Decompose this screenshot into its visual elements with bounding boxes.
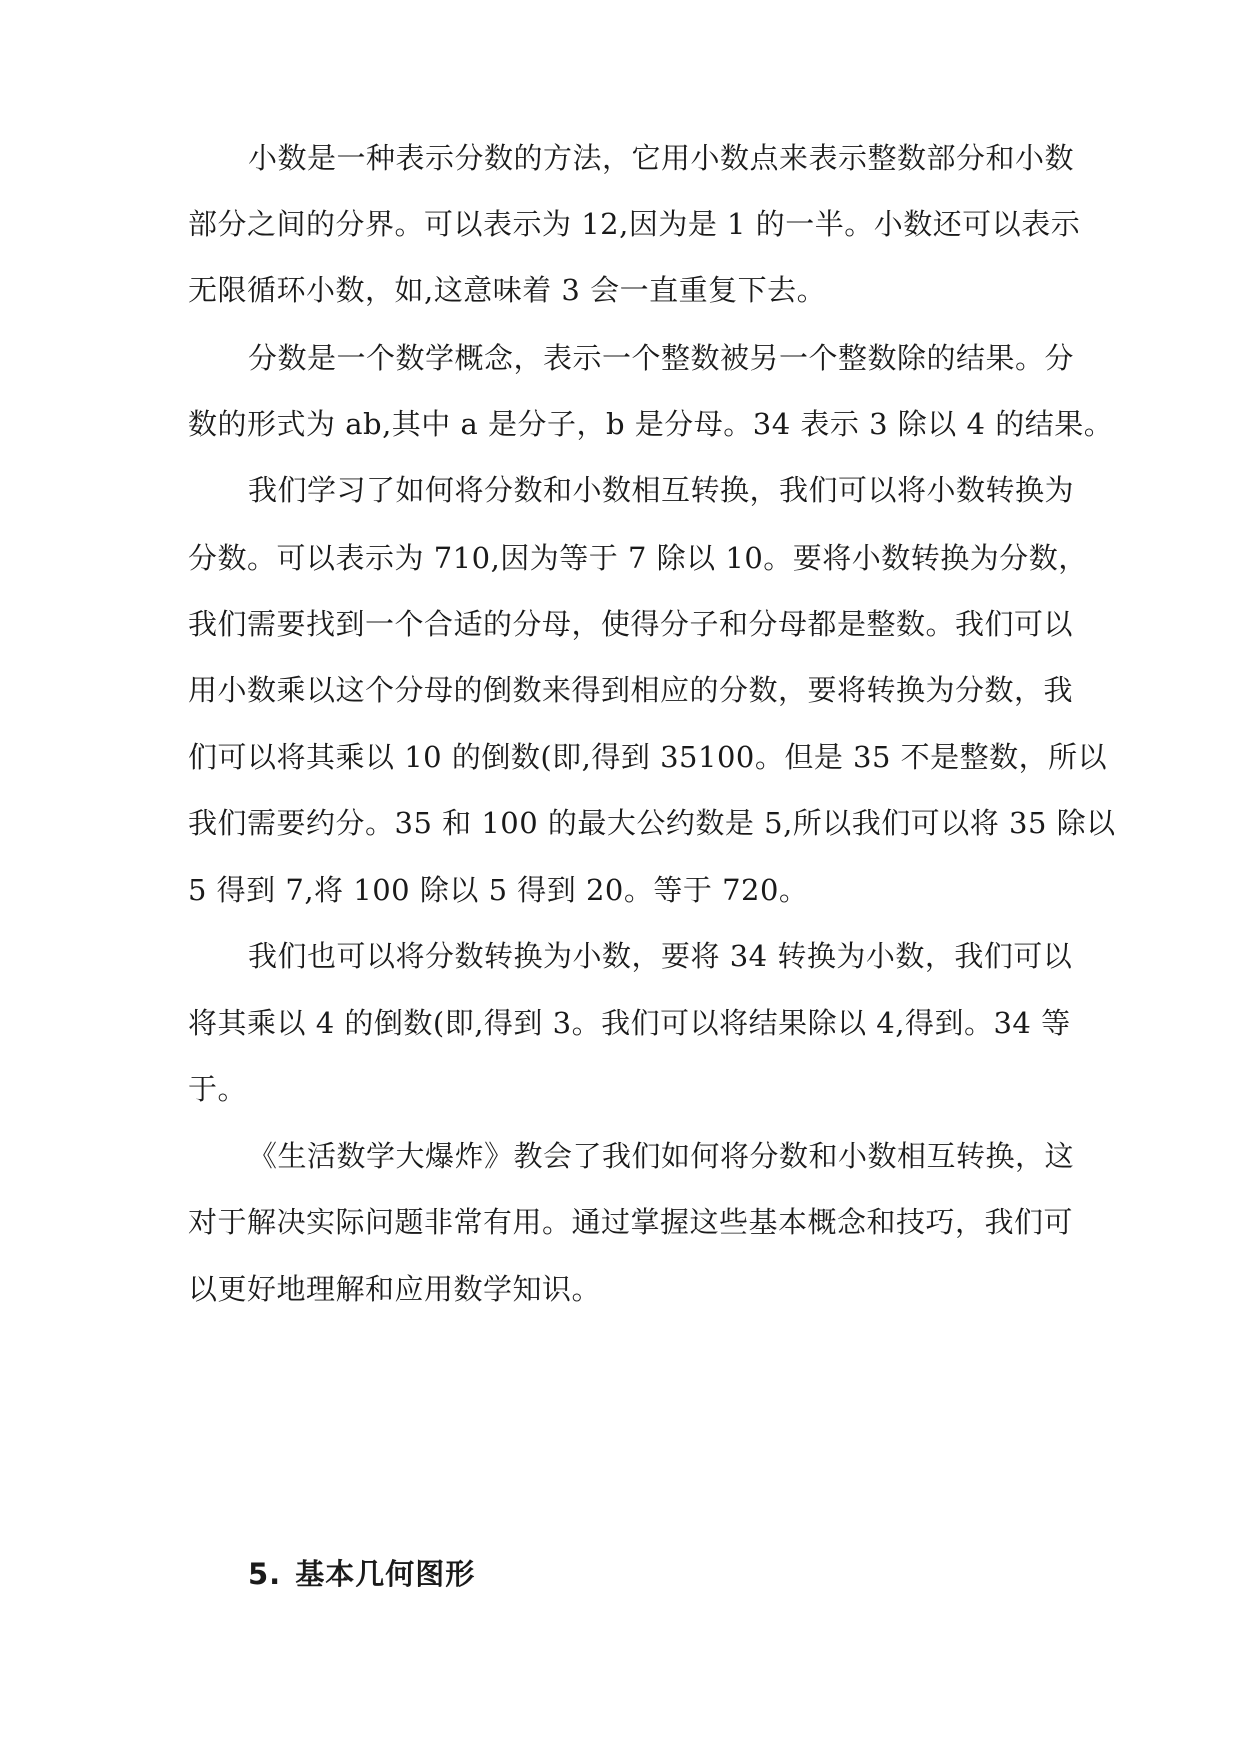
paragraph-5-line-2: 对于解决实际问题非常有用。通过掌握这些基本概念和技巧，我们可: [188, 1205, 1074, 1239]
paragraph-1-line-2: 部分之间的分界。可以表示为 12,因为是 1 的一半。小数还可以表示: [188, 207, 1081, 241]
paragraph-5-line-3: 以更好地理解和应用数学知识。: [188, 1272, 602, 1306]
paragraph-3-line-5: 们可以将其乘以 10 的倒数(即,得到 35100。但是 35 不是整数，所以: [188, 740, 1108, 774]
paragraph-3-line-1: 我们学习了如何将分数和小数相互转换，我们可以将小数转换为: [248, 473, 1075, 507]
paragraph-1-line-3: 无限循环小数，如,这意味着 3 会一直重复下去。: [188, 273, 827, 307]
paragraph-3-line-3: 我们需要找到一个合适的分母，使得分子和分母都是整数。我们可以: [188, 607, 1074, 641]
paragraph-3-line-7: 5 得到 7,将 100 除以 5 得到 20。等于 720。: [188, 873, 809, 907]
paragraph-2-line-2: 数的形式为 ab,其中 a 是分子，b 是分母。34 表示 3 除以 4 的结果。: [188, 407, 1114, 441]
paragraph-3-line-6: 我们需要约分。35 和 100 的最大公约数是 5,所以我们可以将 35 除以: [188, 806, 1116, 840]
paragraph-4-line-2: 将其乘以 4 的倒数(即,得到 3。我们可以将结果除以 4,得到。34 等: [188, 1006, 1071, 1040]
section-heading: [248, 1554, 475, 1594]
paragraph-2-line-1: 分数是一个数学概念，表示一个整数被另一个整数除的结果。分: [248, 341, 1075, 375]
paragraph-3-line-4: 用小数乘以这个分母的倒数来得到相应的分数，要将转换为分数，我: [188, 673, 1074, 707]
section-number: 5.: [248, 1557, 282, 1591]
paragraph-1-line-1: 小数是一种表示分数的方法，它用小数点来表示整数部分和小数: [248, 141, 1075, 175]
paragraph-4-line-1: 我们也可以将分数转换为小数，要将 34 转换为小数，我们可以: [248, 939, 1073, 973]
paragraph-5-line-1: 《生活数学大爆炸》教会了我们如何将分数和小数相互转换，这: [248, 1139, 1075, 1173]
paragraph-4-line-3: 于。: [188, 1072, 248, 1106]
paragraph-3-line-2: 分数。可以表示为 710,因为等于 7 除以 10。要将小数转换为分数，: [188, 541, 1088, 575]
section-title: 基本几何图形: [295, 1557, 476, 1591]
